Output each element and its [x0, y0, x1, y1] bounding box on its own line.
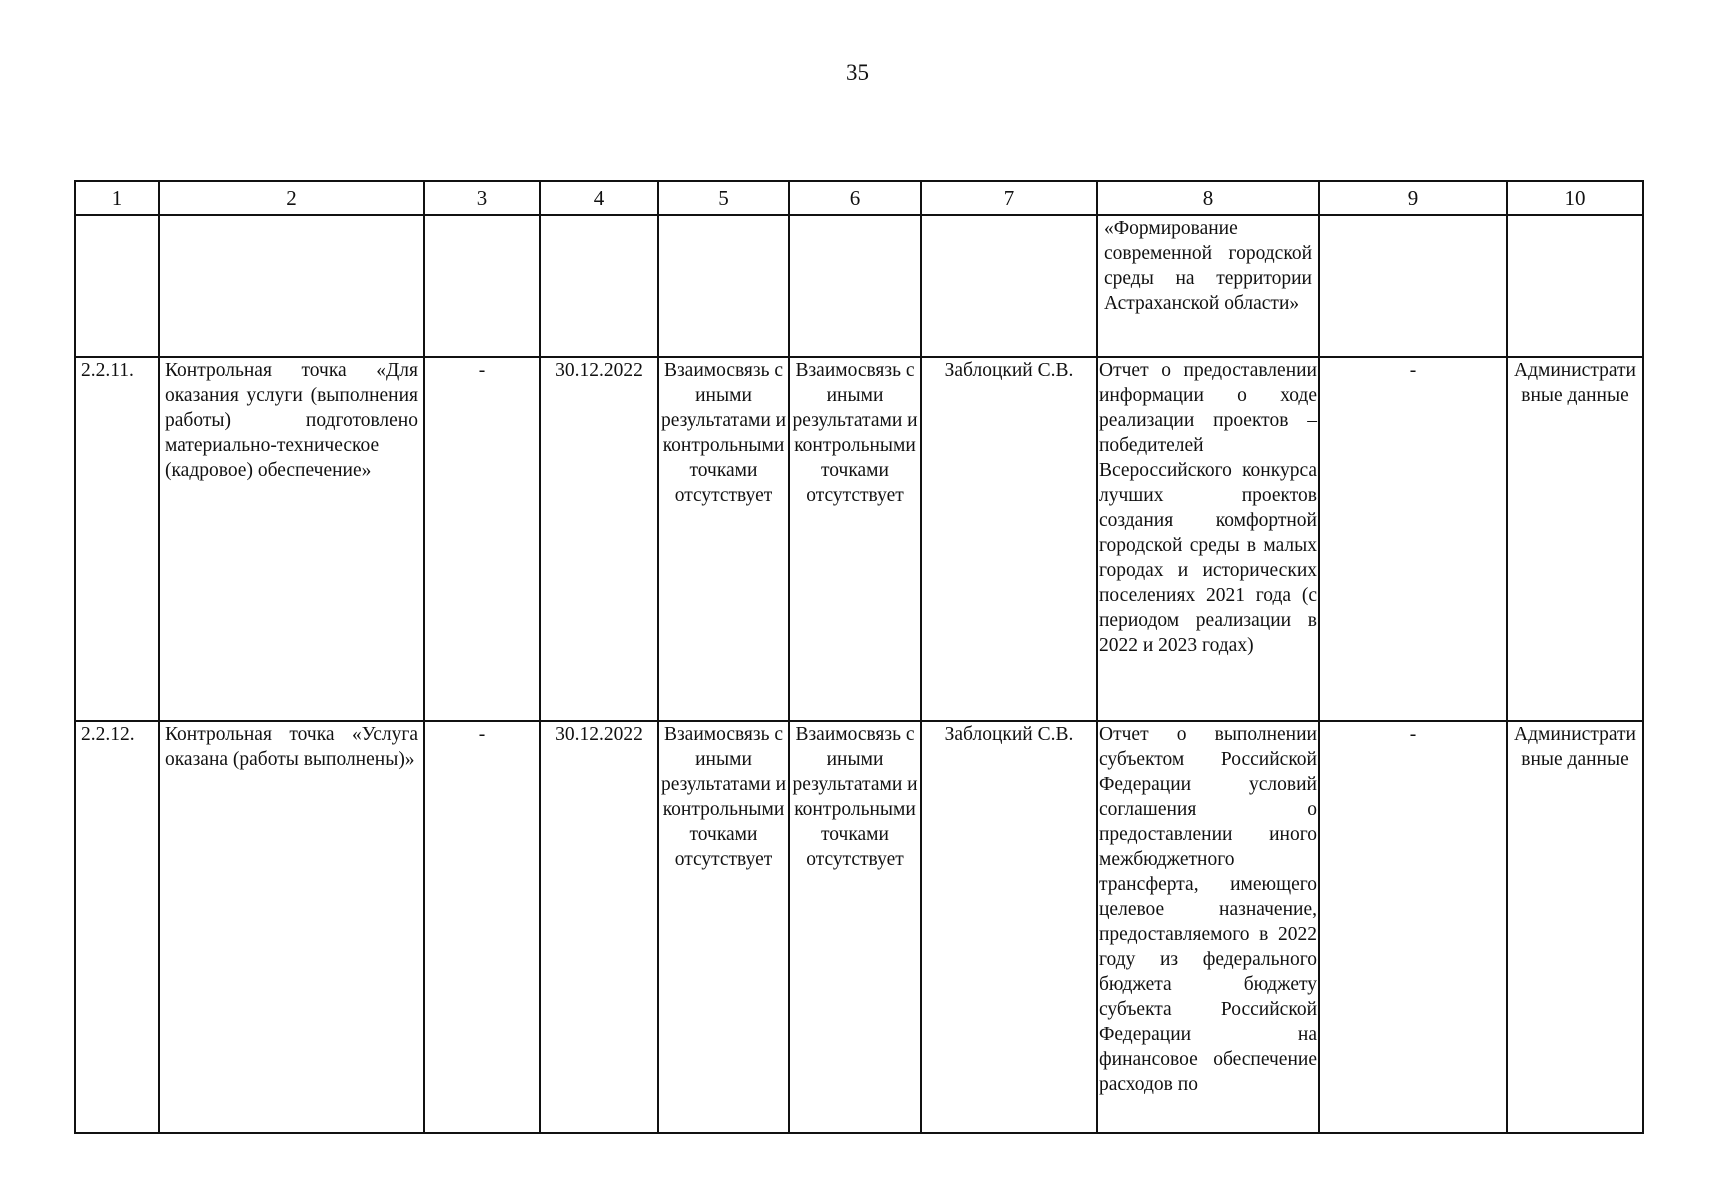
- relationship-cell: Взаимосвязь с иными результатами и контрольными точками отсутствует: [658, 721, 789, 1133]
- relationship-cell: Взаимосвязь с иными результатами и контрольными точками отсутствует: [789, 721, 921, 1133]
- control-points-table: [74, 180, 1644, 1134]
- relationship-cell: Взаимосвязь с иными результатами и контрольными точками отсутствует: [789, 357, 921, 721]
- control-point-name-cell: Контрольная точка «Услуга оказана (работы выполнены)»: [159, 721, 424, 1133]
- document-continuation-cell: «Формирование современной городской среды на территории Астраханской области»: [1097, 215, 1319, 357]
- dash-cell: -: [1319, 357, 1507, 721]
- data-source-cell: Административные данные: [1507, 357, 1643, 721]
- empty-cell: [789, 215, 921, 357]
- dash-cell: -: [424, 357, 540, 721]
- date-cell: 30.12.2022: [540, 357, 658, 721]
- empty-cell: [540, 215, 658, 357]
- date-cell: 30.12.2022: [540, 721, 658, 1133]
- table-row: [75, 357, 1643, 721]
- column-number-header: 5: [658, 181, 789, 215]
- document-type-cell: Отчет о предоставлении информации о ходе реализации проектов – победителей Всероссийского конкурса лучших проектов создания комфортной городской среды в малых городах и исторических поселениях 2021 года (с периодом реализации в 2022 и 2023 годах): [1097, 357, 1319, 721]
- empty-cell: [1319, 215, 1507, 357]
- continuation-row: [75, 215, 1643, 357]
- column-number-header: 10: [1507, 181, 1643, 215]
- empty-cell: [1507, 215, 1643, 357]
- row-number-cell: 2.2.12.: [75, 721, 159, 1133]
- data-source-cell: Административные данные: [1507, 721, 1643, 1133]
- empty-cell: [159, 215, 424, 357]
- column-number-header: 1: [75, 181, 159, 215]
- table-row: [75, 721, 1643, 1133]
- relationship-cell: Взаимосвязь с иными результатами и контрольными точками отсутствует: [658, 357, 789, 721]
- responsible-person-cell: Заблоцкий С.В.: [921, 721, 1097, 1133]
- column-number-header-row: [75, 181, 1643, 215]
- empty-cell: [75, 215, 159, 357]
- column-number-header: 7: [921, 181, 1097, 215]
- dash-cell: -: [1319, 721, 1507, 1133]
- dash-cell: -: [424, 721, 540, 1133]
- empty-cell: [658, 215, 789, 357]
- empty-cell: [424, 215, 540, 357]
- empty-cell: [921, 215, 1097, 357]
- column-number-header: 9: [1319, 181, 1507, 215]
- page-number: 35: [846, 60, 869, 85]
- document-type-cell: Отчет о выполнении субъектом Российской Федерации условий соглашения о предоставлении иного межбюджетного трансферта, имеющего целевое назначение, предоставляемого в 2022 году из федерального бюджета бюджету субъекта Российской Федерации на финансовое обеспечение расходов по: [1097, 721, 1319, 1133]
- column-number-header: 2: [159, 181, 424, 215]
- column-number-header: 4: [540, 181, 658, 215]
- column-number-header: 3: [424, 181, 540, 215]
- control-point-name-cell: Контрольная точка «Для оказания услуги (выполнения работы) подготовлено материально-техническое (кадровое) обеспечение»: [159, 357, 424, 721]
- row-number-cell: 2.2.11.: [75, 357, 159, 721]
- responsible-person-cell: Заблоцкий С.В.: [921, 357, 1097, 721]
- column-number-header: 8: [1097, 181, 1319, 215]
- column-number-header: 6: [789, 181, 921, 215]
